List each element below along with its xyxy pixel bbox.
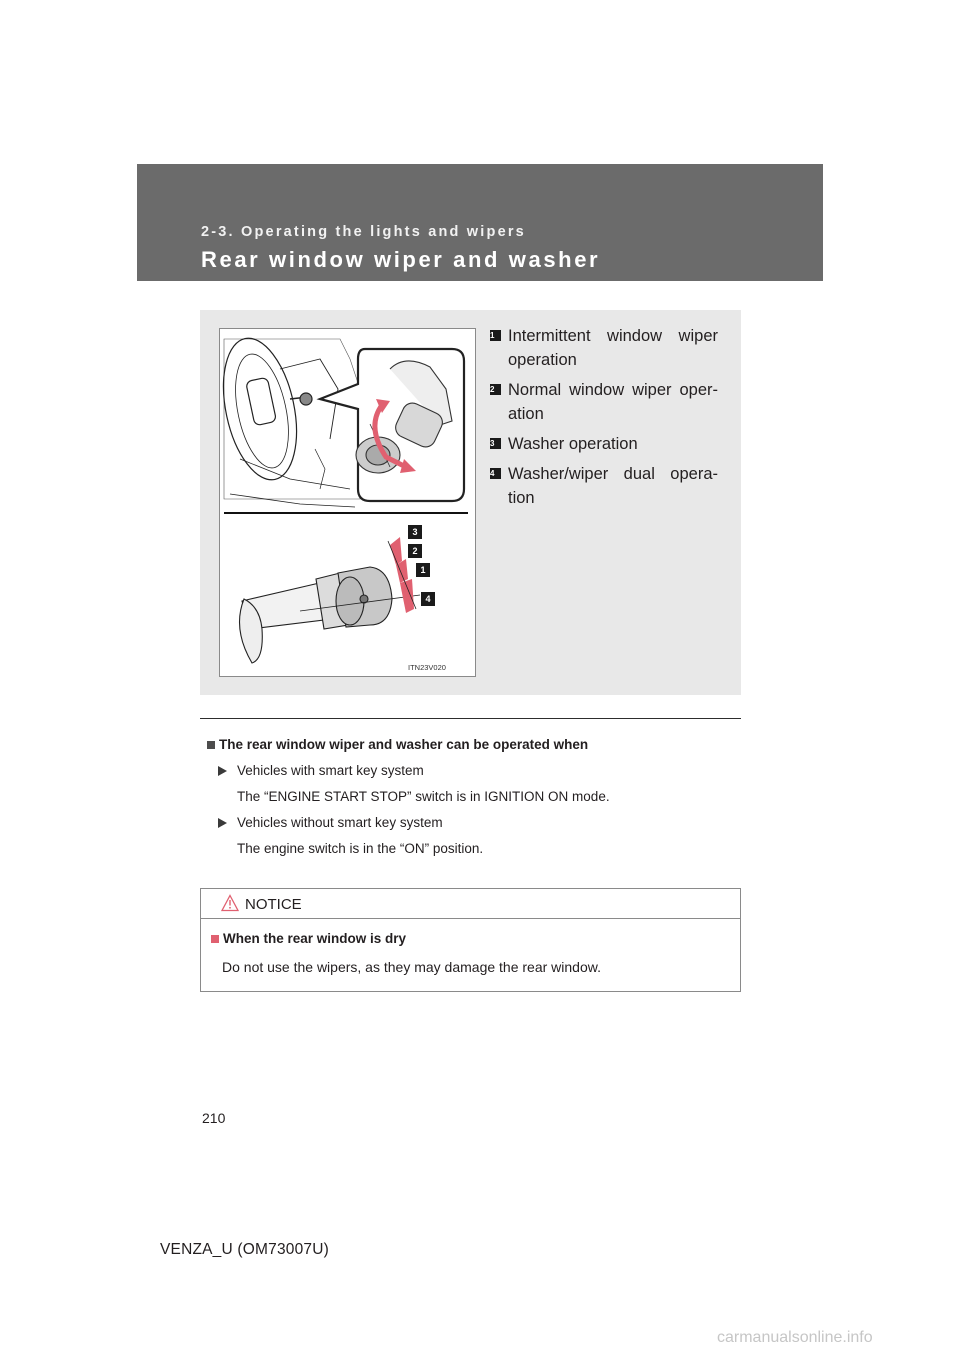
page-number: 210 xyxy=(202,1110,226,1126)
notice-heading: When the rear window is dry xyxy=(223,931,407,946)
legend-item xyxy=(490,432,718,456)
legend-text: Normal window wiper oper-ation xyxy=(508,381,718,423)
illustration-drawing xyxy=(220,329,476,677)
document-code: VENZA_U (OM73007U) xyxy=(160,1241,329,1258)
illustration-panel xyxy=(200,310,741,695)
legend-item xyxy=(490,324,718,372)
watermark: carmanualsonline.info xyxy=(717,1329,873,1346)
condition-label: Vehicles without smart key system xyxy=(237,815,443,830)
condition-label: Vehicles with smart key system xyxy=(237,763,424,778)
legend-item xyxy=(490,378,718,426)
triangle-bullet-icon xyxy=(218,818,227,828)
square-bullet-icon xyxy=(211,935,219,943)
condition-block xyxy=(218,762,737,806)
divider-rule xyxy=(200,718,741,719)
warning-triangle-icon xyxy=(221,894,239,912)
notice-text: Do not use the wipers, as they may damage the rear window. xyxy=(222,959,601,975)
number-badge: 1 xyxy=(490,330,501,341)
section-header xyxy=(137,164,823,281)
number-badge: 4 xyxy=(490,468,501,479)
notice-box xyxy=(200,888,741,992)
legend-text: Washer operation xyxy=(508,435,638,453)
legend-text: Intermittent window wiper operation xyxy=(508,327,718,369)
condition-detail: The “ENGINE START STOP” switch is in IGNITION ON mode. xyxy=(237,789,610,804)
operating-conditions xyxy=(207,736,737,858)
legend-text: Washer/wiper dual opera-tion xyxy=(508,465,718,507)
number-badge: 2 xyxy=(490,384,501,395)
callout-badge: 3 xyxy=(408,525,422,539)
legend-list xyxy=(490,324,718,516)
wiper-switch-illustration xyxy=(219,328,476,677)
condition-block xyxy=(218,814,737,858)
page-title: Rear window wiper and washer xyxy=(201,247,601,272)
notice-heading-row xyxy=(211,931,406,946)
number-badge: 3 xyxy=(490,438,501,449)
notice-title: NOTICE xyxy=(245,896,302,913)
callout-badge: 4 xyxy=(421,592,435,606)
callout-badge: 2 xyxy=(408,544,422,558)
figure-code: ITN23V020 xyxy=(408,663,446,672)
legend-item xyxy=(490,462,718,510)
callout-badge: 1 xyxy=(416,563,430,577)
condition-detail: The engine switch is in the “ON” position. xyxy=(237,841,484,856)
section-label: 2-3. Operating the lights and wipers xyxy=(201,224,526,240)
triangle-bullet-icon xyxy=(218,766,227,776)
square-bullet-icon xyxy=(207,741,215,749)
notice-header xyxy=(201,889,740,919)
conditions-heading: The rear window wiper and washer can be operated when xyxy=(219,737,589,752)
